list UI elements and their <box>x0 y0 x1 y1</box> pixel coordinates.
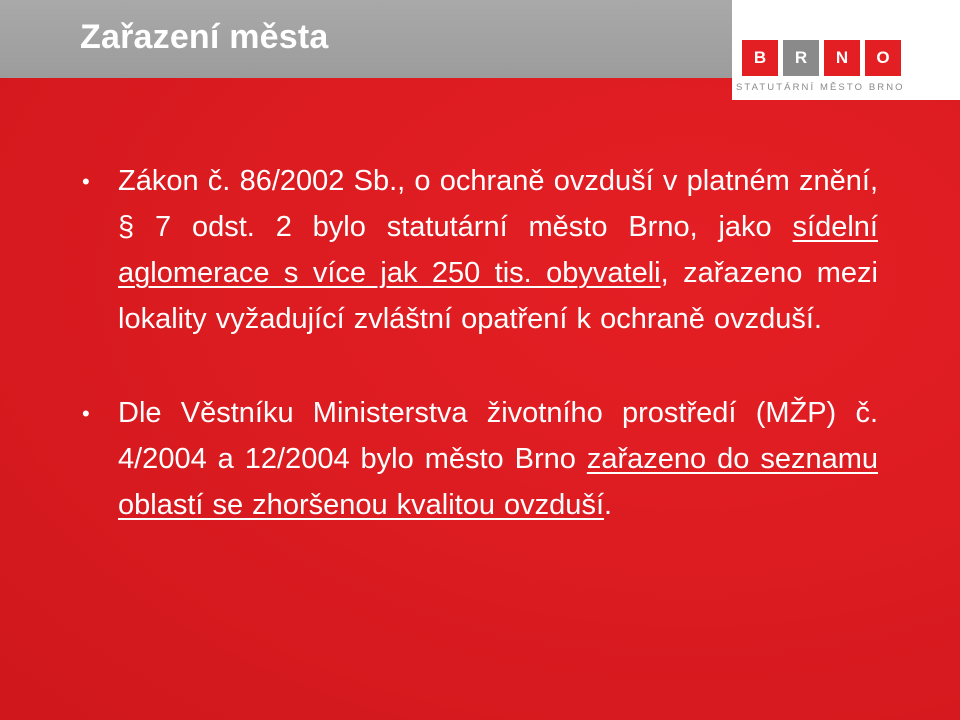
bullet-item <box>82 158 878 342</box>
logo-caption: STATUTÁRNÍ MĚSTO BRNO <box>736 82 905 93</box>
bullet-item <box>82 390 878 528</box>
bullet-text-plain: Dle Věstníku Ministerstva životního prostředí (MŽP) č. 4/2004 a 12/2004 bylo město Brno <box>118 397 878 475</box>
bullet-text-underlined: zařazeno do seznamu oblastí se zhoršenou kvalitou ovzduší <box>118 443 878 521</box>
bullet-text-plain: Zákon č. 86/2002 Sb., o ochraně ovzduší v platném znění, § 7 odst. 2 bylo statutární město Brno, jako <box>118 165 878 243</box>
logo-letter-o: O <box>865 40 901 76</box>
bullet-text <box>118 158 878 342</box>
bullet-text <box>118 390 878 528</box>
logo-letter-r: R <box>783 40 819 76</box>
slide-title: Zařazení města <box>80 18 329 56</box>
bullet-dot-icon: • <box>82 401 90 426</box>
logo-letter-n: N <box>824 40 860 76</box>
bullet-text-plain: . <box>604 489 613 521</box>
logo-letter-b: B <box>742 40 778 76</box>
brno-logo <box>732 0 960 100</box>
bullet-text-plain: , zařazeno mezi lokality vyžadující zvláštní opatření k ochraně ovzduší. <box>118 257 878 335</box>
logo-letters <box>742 40 901 76</box>
title-bar <box>0 0 732 78</box>
bullet-list <box>82 158 878 528</box>
bullet-text-underlined: sídelní aglomerace s více jak 250 tis. obyvateli <box>118 211 878 289</box>
bullet-dot-icon: • <box>82 169 90 194</box>
